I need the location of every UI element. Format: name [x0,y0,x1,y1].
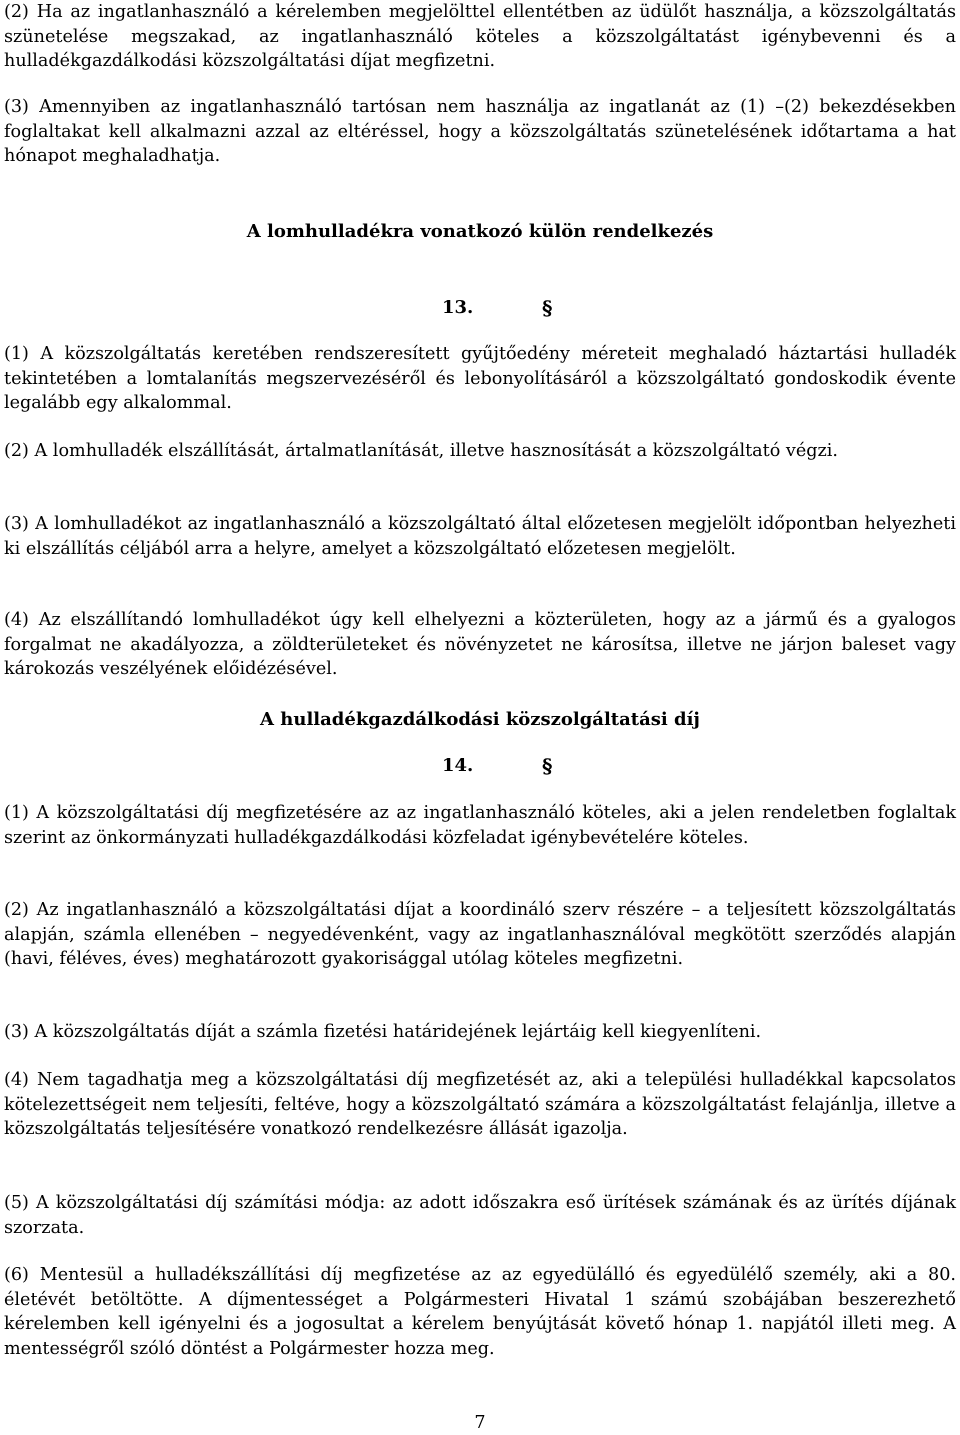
paragraph-14-4: (4) Nem tagadhatja meg a közszolgáltatási díj megfizetését az, aki a települési hulladékkal kapcsolatos kötelezettségeit nem teljesíti, feltéve, hogy a közszolgáltató számára a közszolgáltatást felajánlja, illetve a közszolgáltatás teljesítésére vonatkozó rendelkezésre állását igazolja. [4,1070,956,1140]
page-number: 7 [474,1413,486,1433]
section-13-sign: § [542,296,553,320]
paragraph-14-3: (3) A közszolgáltatás díját a számla fizetési határidejének lejártáig kell kiegyenlíteni. [4,1022,762,1042]
paragraph-13-3: (3) A lomhulladékot az ingatlanhasználó a közszolgáltató által előzetesen megjelölt időpontban helyezheti ki elszállítás céljából arra a helyre, amelyet a közszolgáltató előzetesen megjelölt. [4,514,956,559]
paragraph-13-2: (2) A lomhulladék elszállítását, ártalmatlanítását, illetve hasznosítását a közszolgáltató végzi. [4,441,838,461]
paragraph-14-5: (5) A közszolgáltatási díj számítási módja: az adott időszakra eső ürítések számának és az ürítés díjának szorzata. [4,1193,956,1238]
document-page [4,0,956,1432]
section-13-number: 13. [442,297,474,318]
paragraph-12-3: (3) Amennyiben az ingatlanhasználó tartósan nem használja az ingatlanát az (1) –(2) bekezdésekben foglaltakat kell alkalmazni azzal az eltéréssel, hogy a közszolgáltatás szünetelésének időtartama a hat hónapot meghaladhatja. [4,97,956,167]
paragraph-14-2: (2) Az ingatlanhasználó a közszolgáltatási díjat a koordináló szerv részére – a teljesített közszolgáltatás alapján, számla ellenében – negyedévenként, vagy az ingatlanhasználóval megkötött szerződés alapján (havi, féléves, éves) meghatározott gyakorisággal utólag köteles megfizetni. [4,900,956,970]
paragraph-12-2: (2) Ha az ingatlanhasználó a kérelemben megjelölttel ellentétben az üdülőt használja, a közszolgáltatás szünetelése megszakad, az ingatlanhasználó köteles a közszolgáltatást igénybevenni és a hulladékgazdálkodási közszolgáltatási díjat megfizetni. [4,2,956,72]
section-14-heading: A hulladékgazdálkodási közszolgáltatási díj [260,709,700,730]
paragraph-13-1: (1) A közszolgáltatás keretében rendszeresített gyűjtőedény méreteit meghaladó háztartási hulladék tekintetében a lomtalanítás megszervezéséről és lebonyolításáról a közszolgáltató gondoskodik évente legalább egy alkalommal. [4,344,956,414]
paragraph-14-6: (6) Mentesül a hulladékszállítási díj megfizetése az az egyedülálló és egyedülélő személy, aki a 80. életévét betöltötte. A díjmentességet a Polgármesteri Hivatal 1 számú szobájában beszerezhető kérelemben kell igényelni és a jogosultat a kérelem benyújtását követő hónap 1. napjától illeti meg. A mentességről szóló döntést a Polgármester hozza meg. [4,1265,956,1359]
paragraph-13-4: (4) Az elszállítandó lomhulladékot úgy kell elhelyezni a közterületen, hogy az a jármű és a gyalogos forgalmat ne akadályozza, a zöldterületeket és növényzetet ne károsítsa, illetve ne járjon baleset vagy károkozás veszélyének előidézésével. [4,610,956,680]
section-14-number: 14. [442,755,474,776]
section-13-heading: A lomhulladékra vonatkozó külön rendelkezés [246,221,714,242]
section-14-sign: § [542,754,553,778]
paragraph-14-1: (1) A közszolgáltatási díj megfizetésére az az ingatlanhasználó köteles, aki a jelen rendeletben foglaltak szerint az önkormányzati hulladékgazdálkodási közfeladat igénybevételére köteles. [4,803,956,848]
